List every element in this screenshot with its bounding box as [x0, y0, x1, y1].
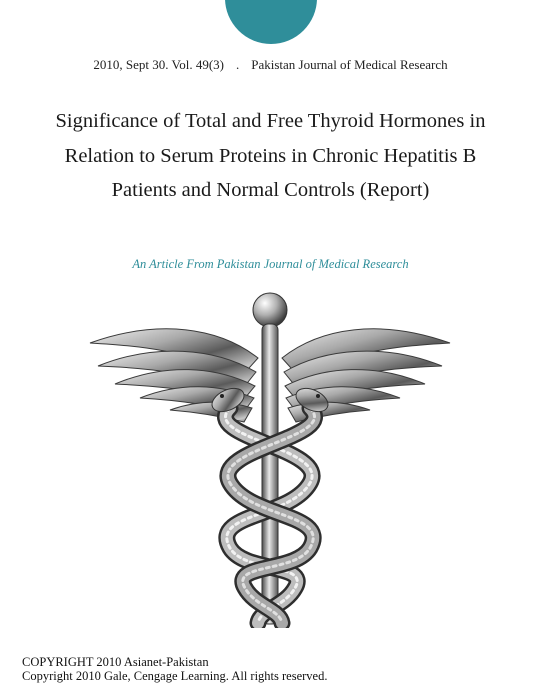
caduceus-icon — [80, 288, 460, 628]
copyright-line-1: COPYRIGHT 2010 Asianet-Pakistan — [22, 655, 209, 669]
publication-date-volume: 2010, Sept 30. Vol. 49(3) — [93, 57, 224, 72]
header-separator: . — [235, 57, 240, 72]
copyright-line-2: Copyright 2010 Gale, Cengage Learning. All rights reserved. — [22, 669, 328, 683]
publication-header — [0, 57, 541, 73]
decorative-circle — [225, 0, 317, 44]
article-title: Significance of Total and Free Thyroid Hormones in Relation to Serum Proteins in Chronic Hepatitis B Patients and Normal Controls (Report) — [55, 110, 486, 201]
article-source: An Article From Pakistan Journal of Medical Research — [132, 257, 409, 271]
journal-name: Pakistan Journal of Medical Research — [251, 57, 448, 72]
copyright-notice — [22, 655, 327, 683]
